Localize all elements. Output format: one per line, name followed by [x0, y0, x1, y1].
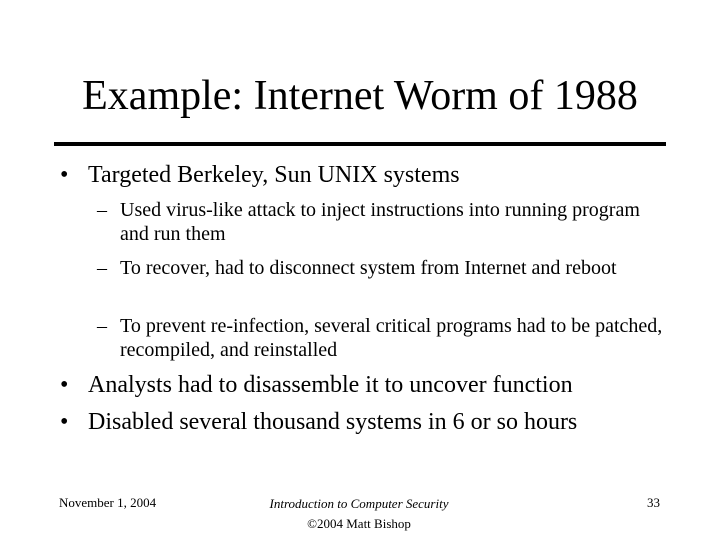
- bullet-3: Disabled several thousand systems in 6 or so hours: [88, 409, 578, 435]
- footer-course-info: [229, 494, 489, 534]
- footer-course-title: Introduction to Computer Security: [269, 496, 449, 511]
- bullet-marker: •: [60, 372, 69, 398]
- subbullet-marker: –: [97, 199, 107, 221]
- subbullet-marker: –: [97, 315, 107, 337]
- bullet-marker: •: [60, 409, 69, 435]
- subbullet-2: To recover, had to disconnect system from Internet and reboot: [120, 257, 617, 279]
- bullet-marker: •: [60, 162, 69, 188]
- title-divider: [54, 142, 666, 146]
- footer-date: November 1, 2004: [59, 495, 157, 510]
- bullet-1: Targeted Berkeley, Sun UNIX systems: [88, 162, 460, 188]
- page-number: 33: [647, 495, 660, 510]
- subbullet-1: Used virus-like attack to inject instructions into running program and run them: [120, 199, 640, 245]
- slide-title: Example: Internet Worm of 1988: [82, 73, 638, 119]
- bullet-2: Analysts had to disassemble it to uncover function: [88, 372, 573, 398]
- subbullet-marker: –: [97, 257, 107, 279]
- subbullet-3: To prevent re-infection, several critical programs had to be patched, recompiled, and reinstalled: [120, 315, 663, 361]
- footer-copyright: ©2004 Matt Bishop: [307, 516, 411, 531]
